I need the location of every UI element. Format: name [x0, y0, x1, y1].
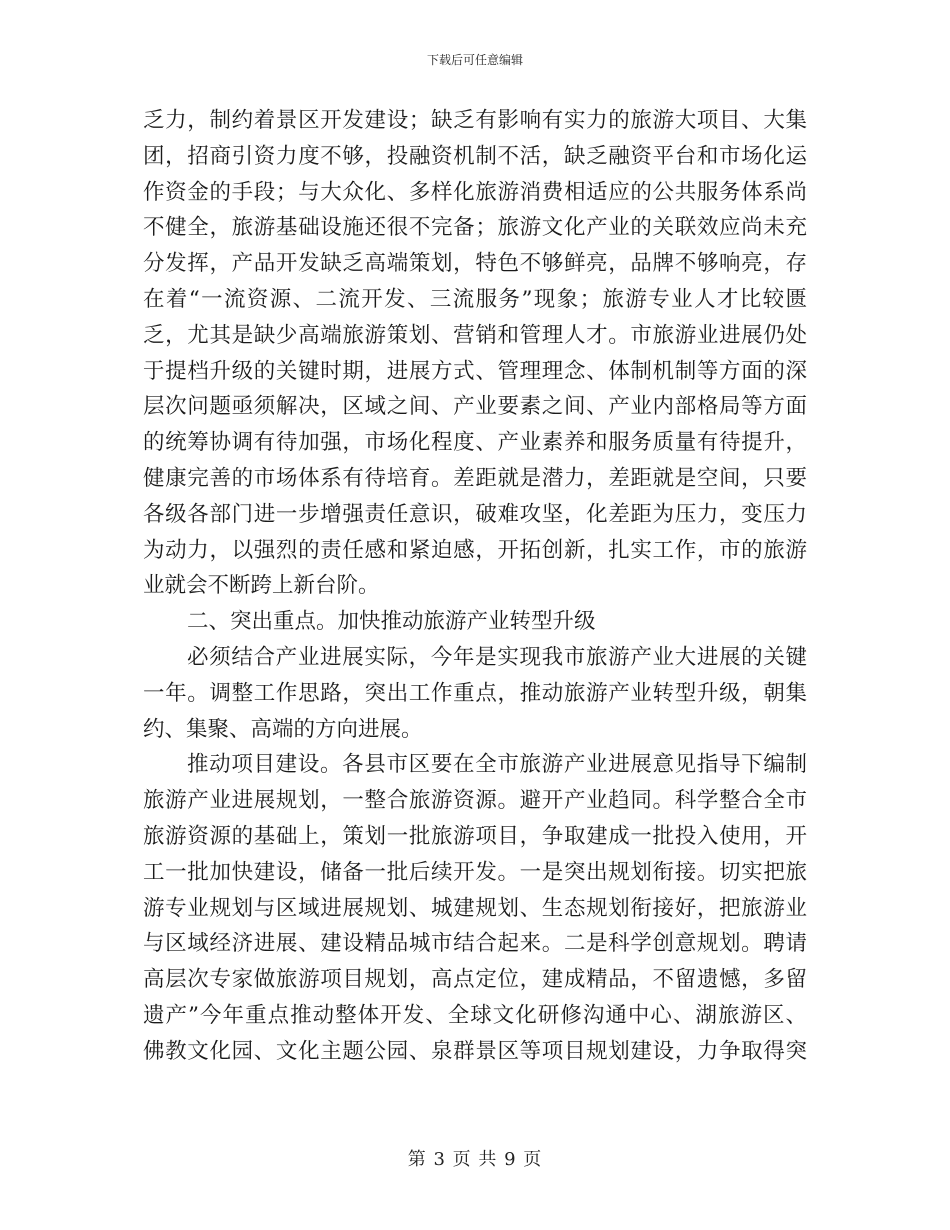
text-line: 游专业规划与区域进展规划、城建规划、生态规划衔接好，把旅游业 — [143, 895, 807, 921]
page-number-footer: 第 3 页 共 9 页 — [407, 1149, 543, 1170]
text-line: 旅游资源的基础上，策划一批旅游项目，争取建成一批投入使用，开 — [143, 823, 807, 849]
text-line: 佛教文化园、文化主题公园、泉群景区等项目规划建设，力争取得突 — [143, 1038, 807, 1064]
text-line: 高层次专家做旅游项目规划，高点定位，建成精品，不留遗憾，多留 — [143, 967, 807, 993]
text-line: 二、突出重点。加快推动旅游产业转型升级 — [187, 609, 596, 635]
text-line: 团，招商引资力度不够，投融资机制不活，缺乏融资平台和市场化运 — [143, 143, 807, 169]
text-line: 层次问题亟须解决，区域之间、产业要素之间、产业内部格局等方面 — [143, 394, 807, 420]
text-line: 旅游产业进展规划，一整合旅游资源。避开产业趋同。科学整合全市 — [143, 788, 807, 814]
text-line: 工一批加快建设，储备一批后续开发。一是突出规划衔接。切实把旅 — [143, 859, 807, 885]
text-line: 作资金的手段；与大众化、多样化旅游消费相适应的公共服务体系尚 — [143, 179, 807, 205]
text-line: 业就会不断跨上新台阶。 — [143, 573, 380, 599]
text-line: 的统筹协调有待加强，市场化程度、产业素养和服务质量有待提升， — [143, 430, 807, 456]
text-line: 约、集聚、高端的方向进展。 — [143, 716, 423, 742]
text-line: 与区域经济进展、建设精品城市结合起来。二是科学创意规划。聘请 — [143, 931, 807, 957]
body-text — [143, 103, 807, 1070]
text-line: 遗产”今年重点推动整体开发、全球文化研修沟通中心、湖旅游区、 — [143, 1002, 807, 1028]
text-line: 健康完善的市场体系有待培育。差距就是潜力，差距就是空间，只要 — [143, 465, 807, 491]
text-line: 分发挥，产品开发缺乏高端策划，特色不够鲜亮，品牌不够响亮，存 — [143, 251, 807, 277]
text-line: 在着“一流资源、二流开发、三流服务”现象；旅游专业人才比较匮 — [143, 286, 807, 312]
text-line: 必须结合产业进展实际，今年是实现我市旅游产业大进展的关键 — [187, 644, 807, 670]
text-line: 不健全，旅游基础设施还很不完备；旅游文化产业的关联效应尚未充 — [143, 215, 807, 241]
text-line: 为动力，以强烈的责任感和紧迫感，开拓创新，扎实工作，市的旅游 — [143, 537, 807, 563]
text-line: 一年。调整工作思路，突出工作重点，推动旅游产业转型升级，朝集 — [143, 680, 807, 706]
text-line: 乏力，制约着景区开发建设；缺乏有影响有实力的旅游大项目、大集 — [143, 108, 807, 133]
text-line: 于提档升级的关键时期，进展方式、管理理念、体制机制等方面的深 — [143, 358, 807, 384]
text-line: 乏，尤其是缺少高端旅游策划、营销和管理人才。市旅游业进展仍处 — [143, 322, 807, 348]
text-line: 各级各部门进一步增强责任意识，破难攻坚，化差距为压力，变压力 — [143, 501, 807, 527]
text-line: 推动项目建设。各县市区要在全市旅游产业进展意见指导下编制 — [187, 752, 807, 778]
page-header: 下载后可任意编辑 — [426, 53, 523, 67]
